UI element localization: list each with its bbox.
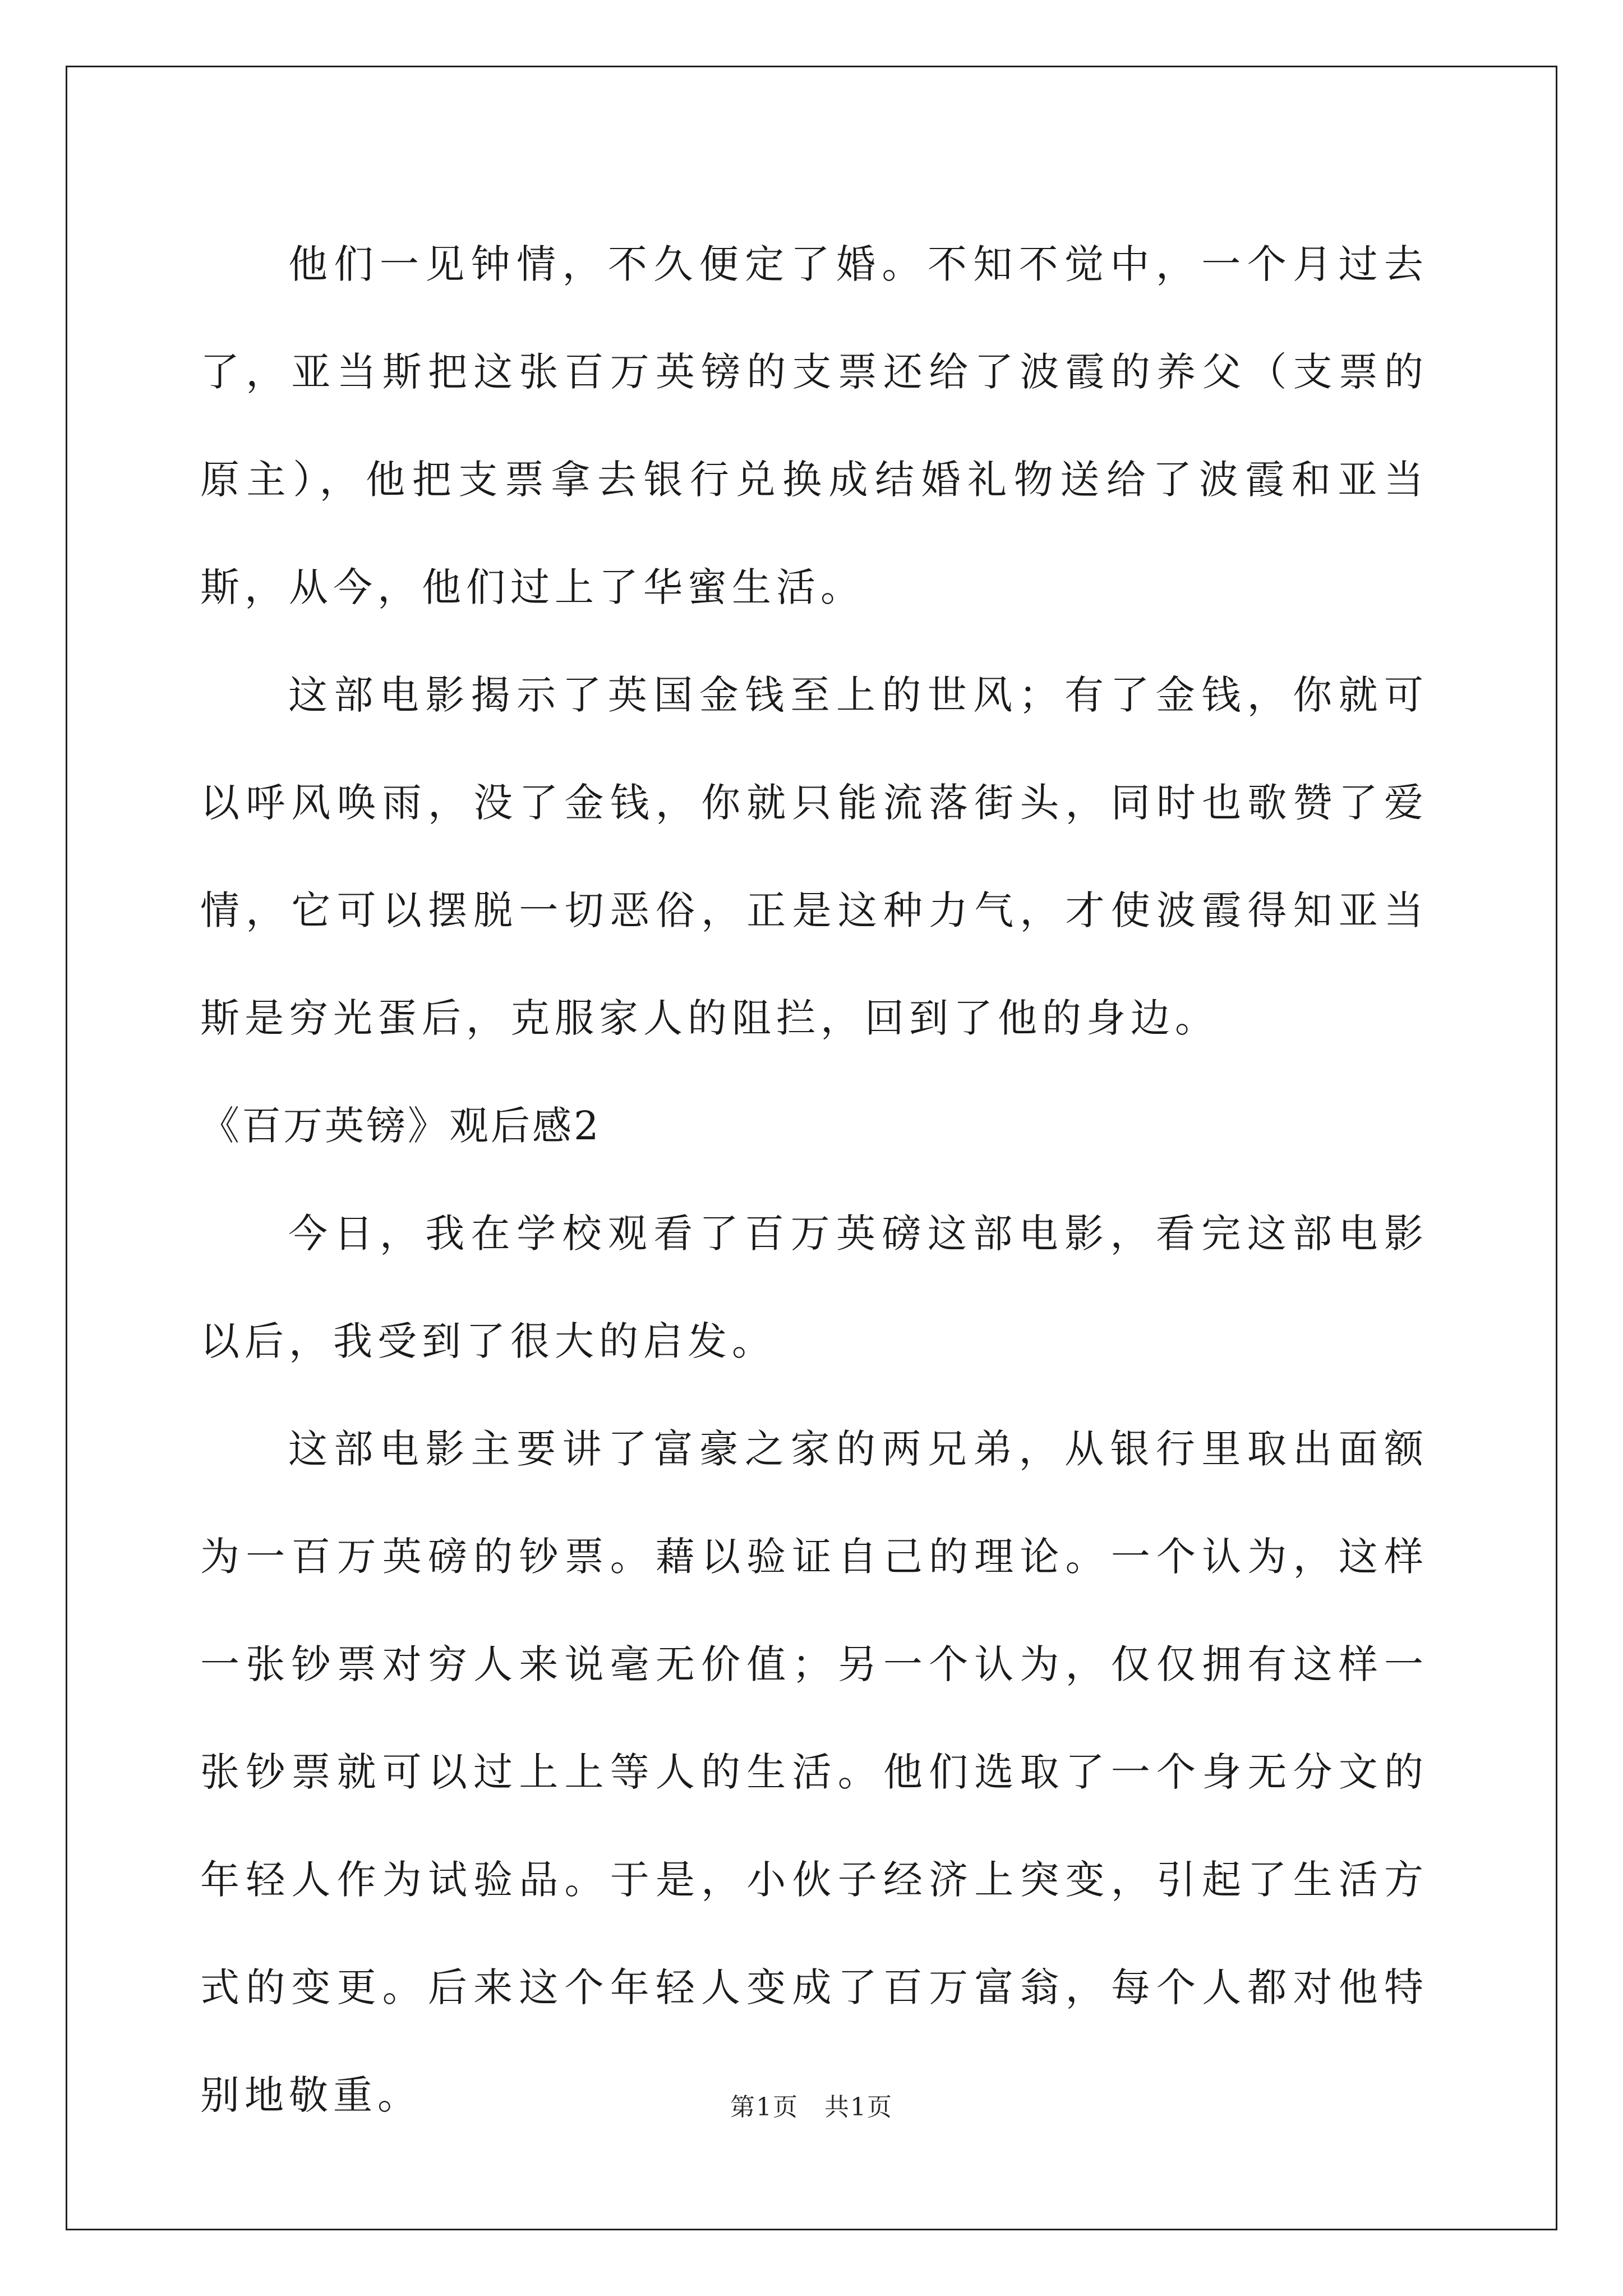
- paragraph: 这部电影揭示了英国金钱至上的世风；有了金钱，你就可以呼风唤雨，没了金钱，你就只能流落街头，同时也歌赞了爱情，它可以摆脱一切恶俗，正是这种力气，才使波霞得知亚当斯是穷光蛋后，克服家人的阻拦，回到了他的身边。: [200, 672, 1428, 1041]
- paragraph: 这部电影主要讲了富豪之家的两兄弟，从银行里取出面额为一百万英磅的钞票。藉以验证自己的理论。一个认为，这样一张钞票对穷人来说毫无价值；另一个认为，仅仅拥有这样一张钞票就可以过上上等人的生活。他们选取了一个身无分文的年轻人作为试验品。于是，小伙子经济上突变，引起了生活方式的变更。后来这个年轻人变成了百万富翁，每个人都对他特别地敬重。: [200, 1426, 1428, 2118]
- page-footer: 第1页 共1页: [730, 2093, 893, 2122]
- section-heading: 《百万英镑》观后感2: [200, 1103, 601, 1149]
- paragraph: 他们一见钟情，不久便定了婚。不知不觉中，一个月过去了，亚当斯把这张百万英镑的支票还给了波霞的养父（支票的原主），他把支票拿去银行兑换成结婚礼物送给了波霞和亚当斯，从今，他们过上了华蜜生活。: [200, 241, 1428, 610]
- document-body: [200, 210, 1428, 2149]
- paragraph: 今日，我在学校观看了百万英磅这部电影，看完这部电影以后，我受到了很大的启发。: [200, 1211, 1428, 1364]
